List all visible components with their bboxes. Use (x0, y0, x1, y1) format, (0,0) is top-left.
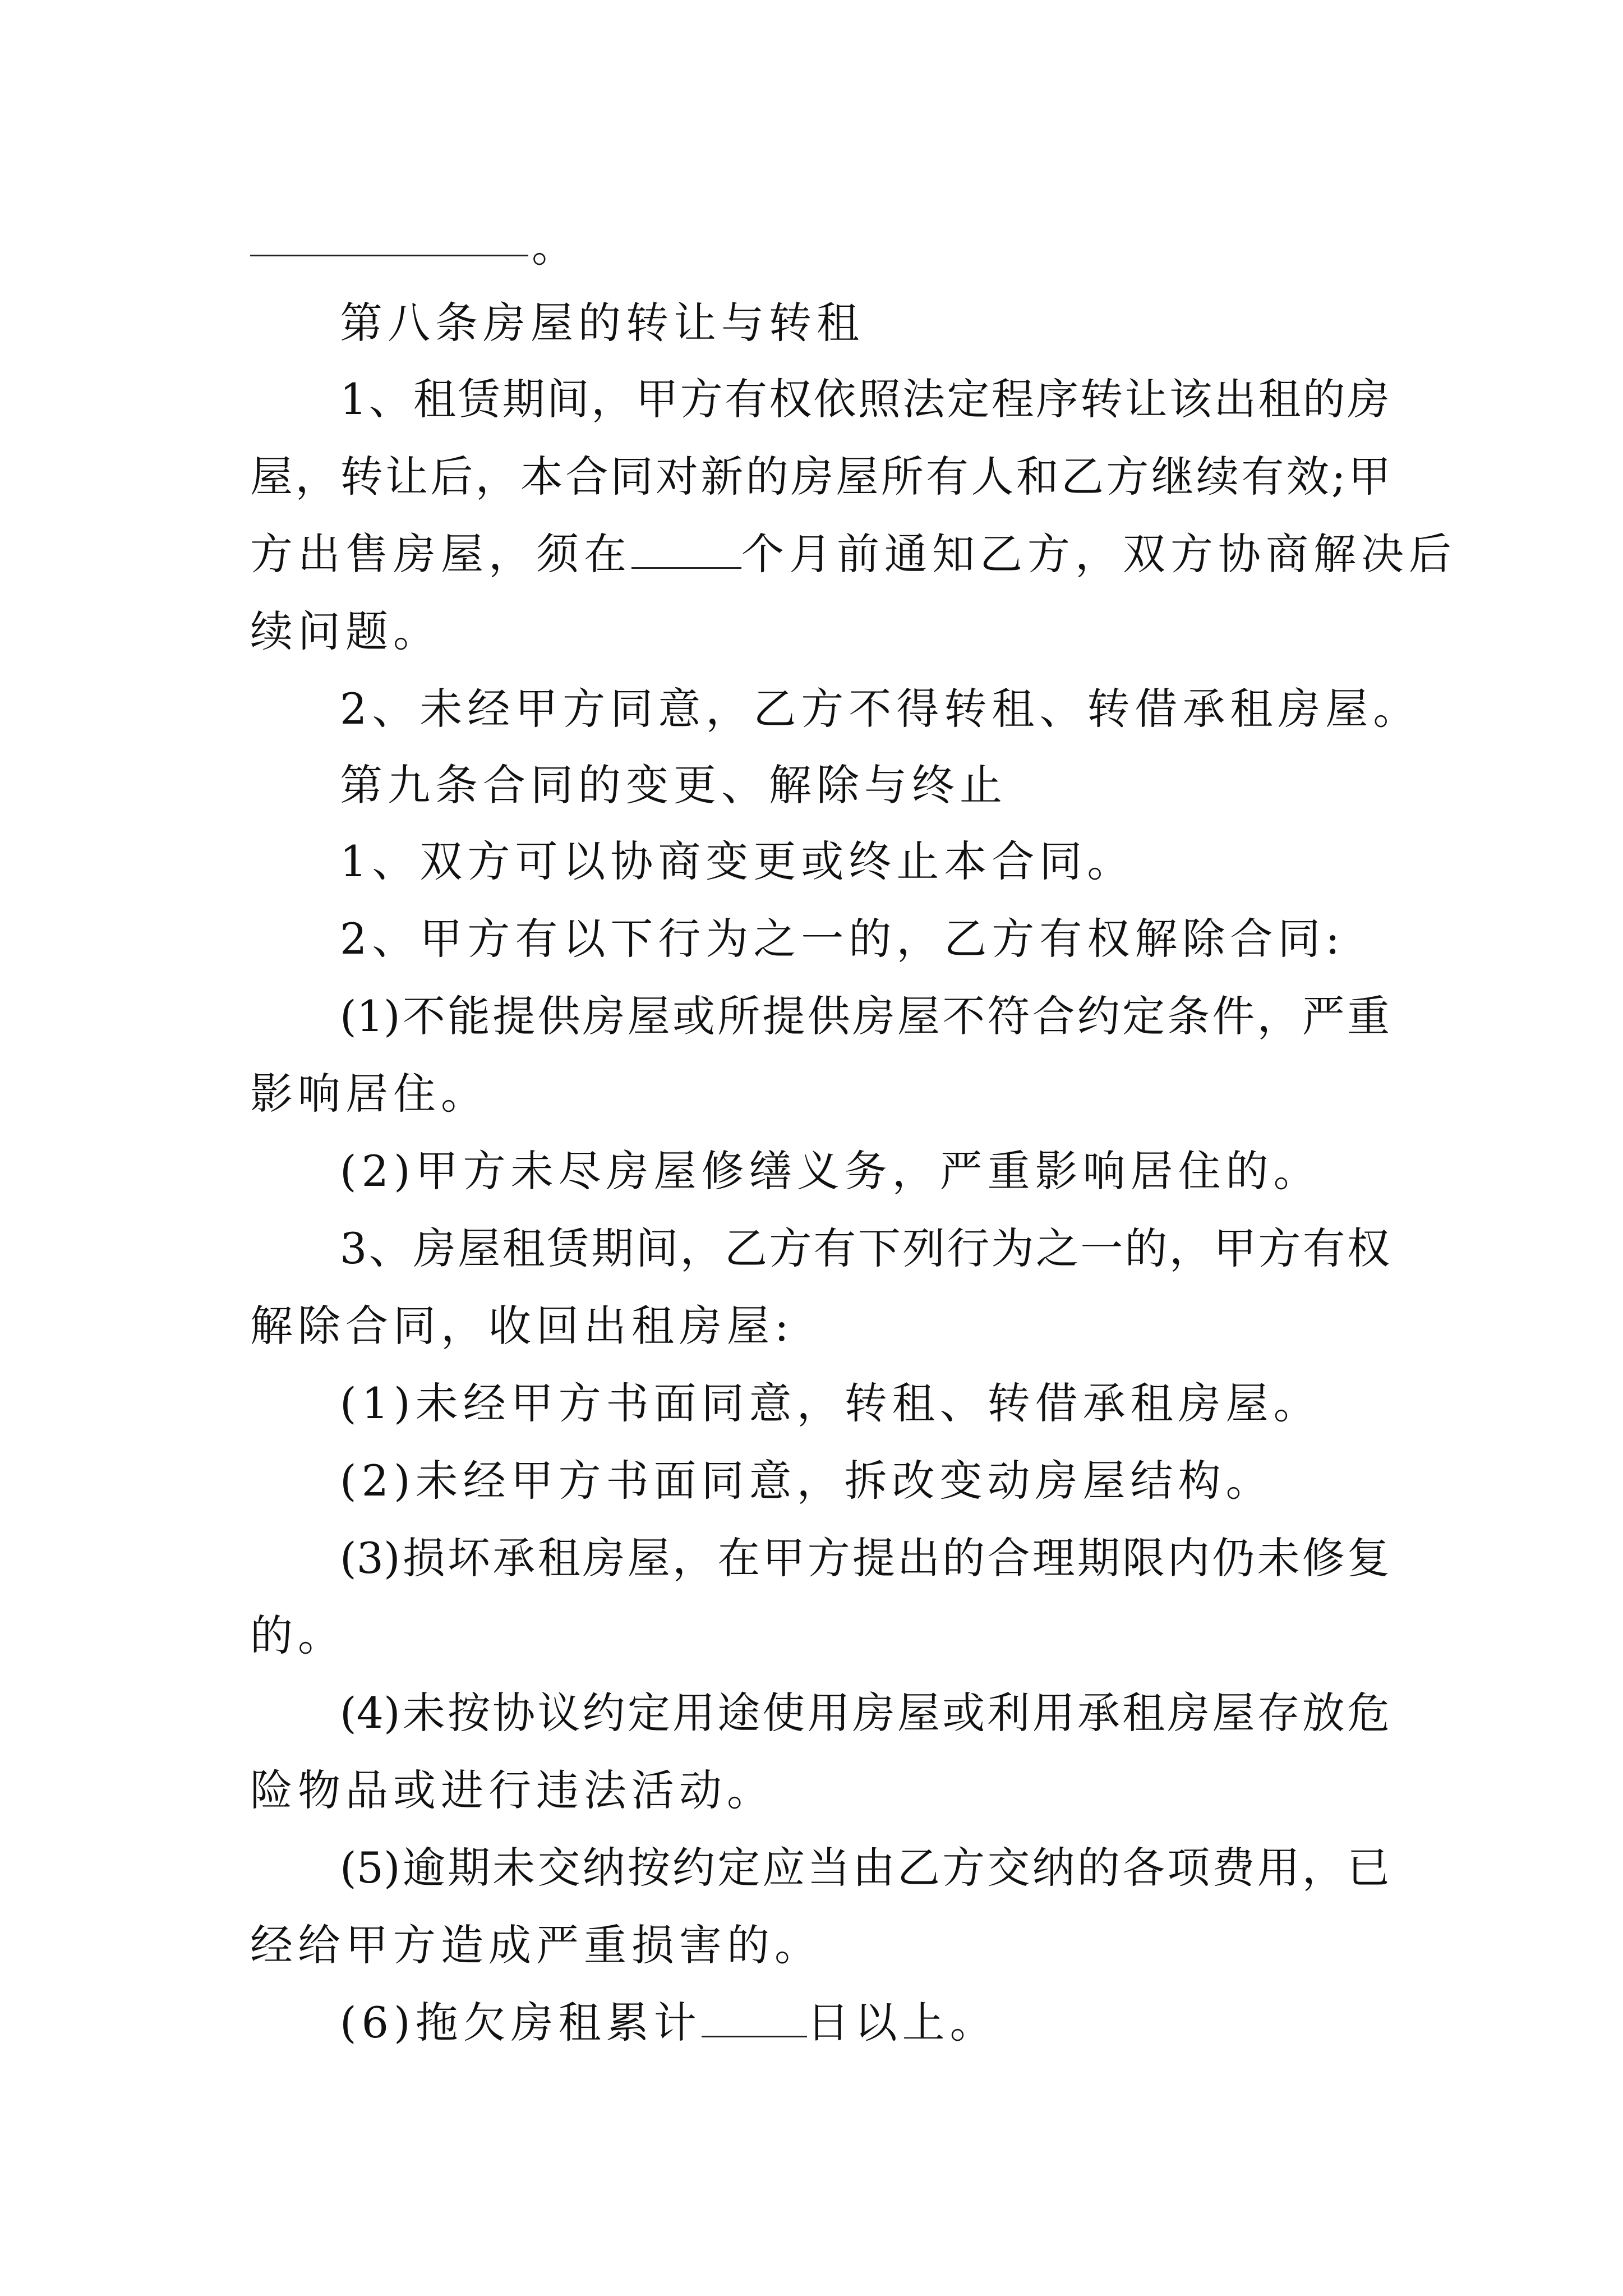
article-9-clause-2: 2、甲方有以下行为之一的，乙方有权解除合同: (340, 914, 1345, 964)
period-mark: 。 (532, 222, 574, 272)
clause-text: (6)拖欠房租累计 (340, 1998, 702, 2047)
article-9-clause-3-item-3-line-2: 的。 (250, 1611, 345, 1660)
article-9-clause-2-item-2: (2)甲方未尽房屋修缮义务，严重影响居住的。 (340, 1146, 1321, 1196)
article-9-clause-3-item-5-line-2: 经给甲方造成严重损害的。 (250, 1920, 822, 1970)
clause-text: 日以上。 (806, 1998, 998, 2047)
article-9-clause-2-item-1-line-2: 影响居住。 (250, 1069, 488, 1119)
article-9-clause-3-line-2: 解除合同，收回出租房屋: (250, 1301, 794, 1351)
article-9-clause-1: 1、双方可以协商变更或终止本合同。 (340, 836, 1135, 886)
article-9-clause-3-item-3-line-1: (3)损坏承租房屋，在甲方提出的合理期限内仍未修复 (340, 1533, 1390, 1583)
clause-text: 方出售房屋，须在 (250, 529, 631, 579)
days-overdue-blank[interactable] (702, 1996, 807, 2037)
article-9-clause-3-item-4-line-2: 险物品或进行违法活动。 (250, 1765, 774, 1815)
article-9-clause-3-item-6 (340, 1996, 998, 2050)
article-8-clause-1-line-3 (250, 527, 1456, 581)
article-9-clause-3-item-4-line-1: (4)未按协议约定用途使用房屋或利用承租房屋存放危 (340, 1688, 1390, 1738)
clause-text: 个月前通知乙方，双方协商解决后 (741, 529, 1456, 579)
article-8-clause-1-line-2: 屋，转让后，本合同对新的房屋所有人和乙方继续有效;甲 (250, 452, 1391, 501)
article-8-clause-1-line-1: 1、租赁期间，甲方有权依照法定程序转让该出租的房 (340, 374, 1390, 424)
article-8-heading: 第八条房屋的转让与转租 (340, 298, 864, 348)
article-9-clause-3-item-5-line-1: (5)逾期未交纳按约定应当由乙方交纳的各项费用，已 (340, 1843, 1390, 1893)
article-8-clause-1-line-4: 续问题。 (250, 606, 441, 656)
article-9-clause-3-item-1: (1)未经甲方书面同意，转租、转借承租房屋。 (340, 1378, 1321, 1428)
article-9-heading: 第九条合同的变更、解除与终止 (340, 760, 1007, 810)
months-notice-blank[interactable] (631, 528, 741, 569)
article-9-clause-3-item-2: (2)未经甲方书面同意，拆改变动房屋结构。 (340, 1456, 1274, 1506)
article-9-clause-3-line-1: 3、房屋租赁期间，乙方有下列行为之一的，甲方有权 (340, 1223, 1390, 1273)
fill-in-blank-line[interactable] (250, 251, 528, 256)
article-9-clause-2-item-1-line-1: (1)不能提供房屋或所提供房屋不符合约定条件，严重 (340, 991, 1390, 1041)
article-8-clause-2: 2、未经甲方同意，乙方不得转租、转借承租房屋。 (340, 684, 1421, 734)
